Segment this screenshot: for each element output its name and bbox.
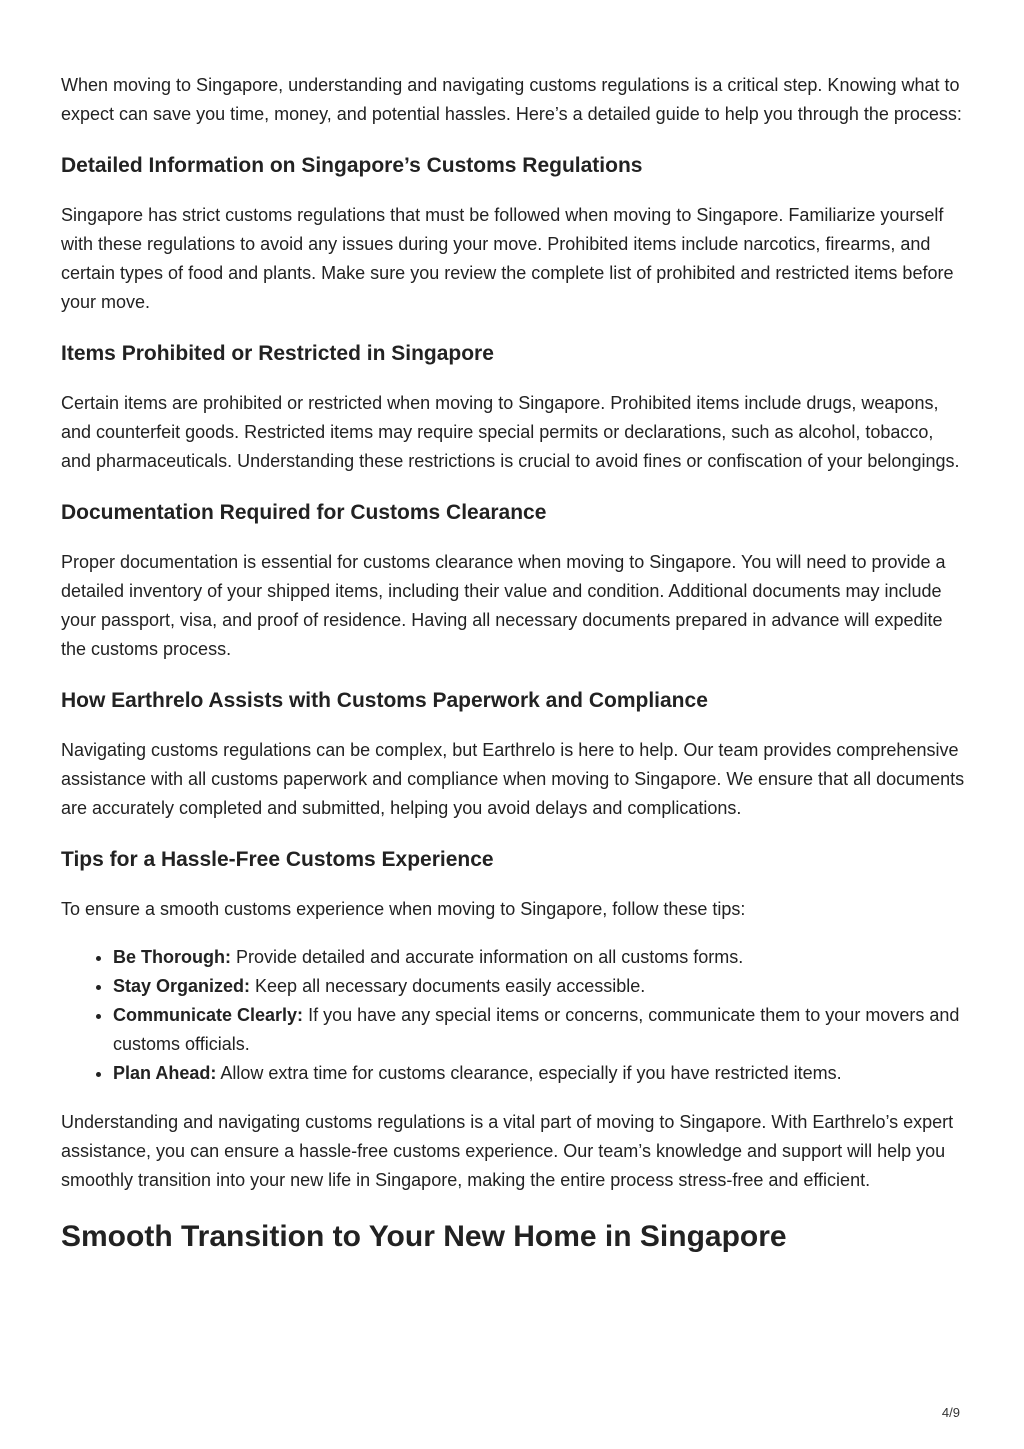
section-heading: How Earthrelo Assists with Customs Paperwork and Compliance bbox=[61, 689, 708, 712]
section-tips bbox=[61, 845, 966, 924]
section-earthrelo-assistance bbox=[61, 686, 966, 823]
intro-paragraph: When moving to Singapore, understanding and navigating customs regulations is a critical step. Knowing what to expect can save you time, money, and potential hassles. Here’s a detailed guide to help you through the process: bbox=[61, 75, 962, 124]
section-customs-regulations bbox=[61, 151, 966, 317]
section-paragraph: Singapore has strict customs regulations that must be followed when moving to Singapore. Familiarize yourself with these regulations to avoid any issues during your move. Prohibited items include narcotics, firearms, and certain types of food and plants. Make sure you review the complete list of prohibited and restricted items before your move. bbox=[61, 205, 954, 312]
closing-paragraph: Understanding and navigating customs regulations is a vital part of moving to Singapore. With Earthrelo’s expert assistance, you can ensure a hassle-free customs experience. Our team’s knowledge and support will help you smoothly transition into your new life in Singapore, making the entire process stress-free and efficient. bbox=[61, 1112, 954, 1190]
tip-term: Plan Ahead: bbox=[113, 1063, 217, 1083]
section-paragraph: Certain items are prohibited or restricted when moving to Singapore. Prohibited items include drugs, weapons, and counterfeit goods. Restricted items may require special permits or declarations, such as alcohol, tobacco, and pharmaceuticals. Understanding these restrictions is crucial to avoid fines or confiscation of your belongings. bbox=[61, 393, 960, 471]
section-heading: Tips for a Hassle-Free Customs Experience bbox=[61, 848, 494, 871]
document-page bbox=[61, 71, 966, 1257]
section-heading: Items Prohibited or Restricted in Singapore bbox=[61, 342, 494, 365]
tip-term: Stay Organized: bbox=[113, 976, 251, 996]
tip-term: Be Thorough: bbox=[113, 947, 231, 967]
section-heading: Detailed Information on Singapore’s Customs Regulations bbox=[61, 154, 643, 177]
list-item bbox=[113, 1059, 966, 1088]
next-section-heading: Smooth Transition to Your New Home in Singapore bbox=[61, 1220, 787, 1253]
section-documentation bbox=[61, 498, 966, 664]
section-prohibited-items bbox=[61, 339, 966, 476]
tip-text: If you have any special items or concerns, communicate them to your movers and customs officials. bbox=[113, 1005, 960, 1054]
tips-list bbox=[61, 943, 966, 1088]
page-number: 4/9 bbox=[941, 1405, 960, 1420]
section-paragraph: Navigating customs regulations can be complex, but Earthrelo is here to help. Our team provides comprehensive assistance with all customs paperwork and compliance when moving to Singapore. We ensure that all documents are accurately completed and submitted, helping you avoid delays and complications. bbox=[61, 740, 965, 818]
section-heading: Documentation Required for Customs Clearance bbox=[61, 501, 547, 524]
tip-text: Keep all necessary documents easily accessible. bbox=[250, 976, 646, 996]
tip-term: Communicate Clearly: bbox=[113, 1005, 304, 1025]
list-item bbox=[113, 972, 966, 1001]
tip-text: Provide detailed and accurate information on all customs forms. bbox=[230, 947, 744, 967]
list-item bbox=[113, 943, 966, 972]
section-paragraph: To ensure a smooth customs experience when moving to Singapore, follow these tips: bbox=[61, 899, 746, 919]
list-item bbox=[113, 1001, 966, 1059]
tip-text: Allow extra time for customs clearance, especially if you have restricted items. bbox=[216, 1063, 842, 1083]
section-paragraph: Proper documentation is essential for customs clearance when moving to Singapore. You will need to provide a detailed inventory of your shipped items, including their value and condition. Additional documents may include your passport, visa, and proof of residence. Having all necessary documents prepared in advance will expedite the customs process. bbox=[61, 552, 946, 659]
